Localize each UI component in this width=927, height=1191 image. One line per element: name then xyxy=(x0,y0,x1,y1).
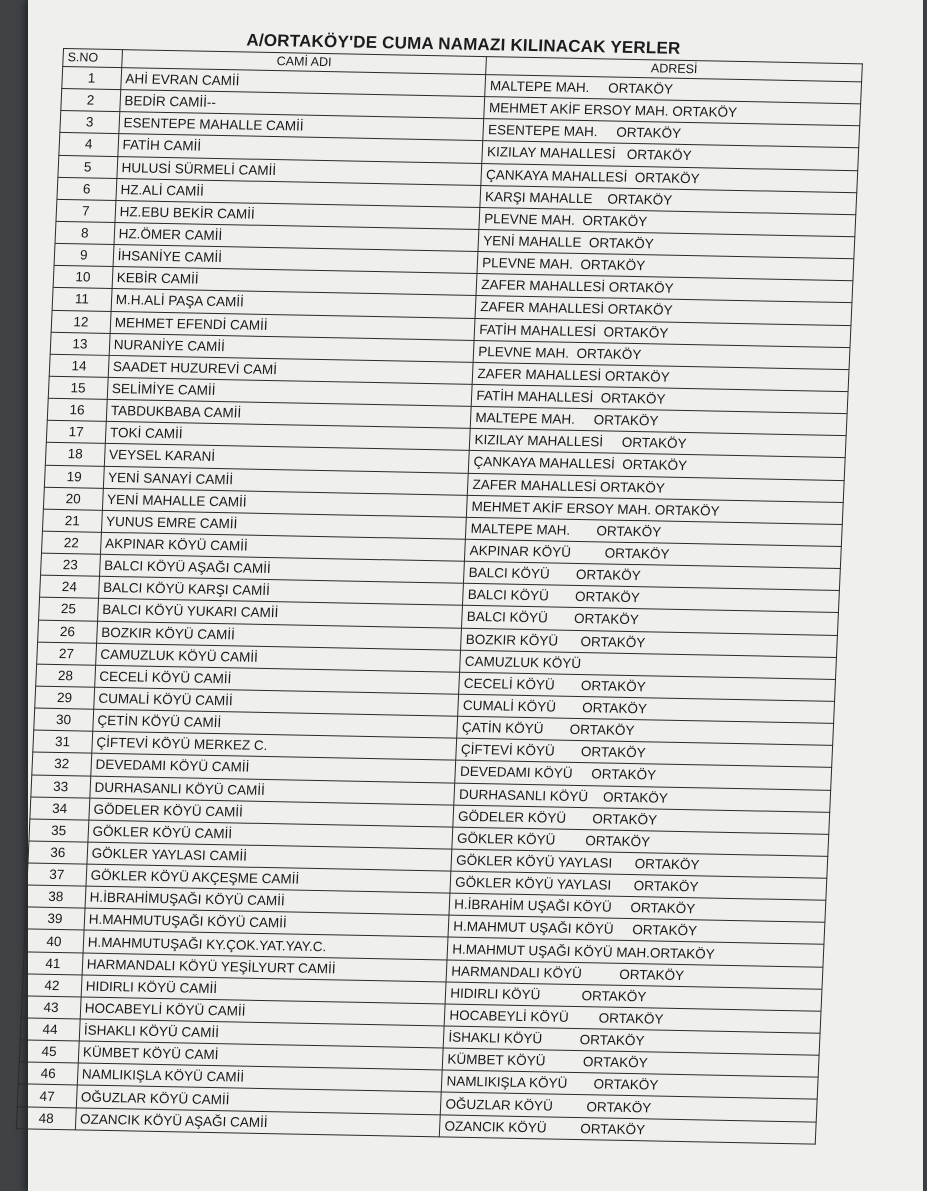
mosque-name: AHİ EVRAN CAMİİ xyxy=(120,68,485,97)
row-number: 11 xyxy=(52,288,112,311)
mosque-name: DURHASANLI KÖYÜ CAMİİ xyxy=(90,776,455,805)
mosque-name: GÖKLER YAYLASI CAMİİ xyxy=(87,842,452,871)
mosque-name: SAADET HUZUREVİ CAMİ xyxy=(108,355,473,384)
row-number: 18 xyxy=(45,443,105,466)
mosque-address: CECELİ KÖYÜ ORTAKÖY xyxy=(459,672,836,701)
mosque-name: NURANİYE CAMİİ xyxy=(109,333,474,362)
mosque-address: KÜMBET KÖYÜ ORTAKÖY xyxy=(442,1048,819,1077)
row-number: 35 xyxy=(29,819,89,842)
mosque-address: H.MAHMUT UŞAĞI KÖYÜ MAH.ORTAKÖY xyxy=(447,938,824,967)
mosque-address: BALCI KÖYÜ ORTAKÖY xyxy=(463,584,840,613)
row-number: 45 xyxy=(19,1040,79,1063)
mosque-name: YENİ MAHALLE CAMİİ xyxy=(102,488,467,517)
mosque-address: DURHASANLI KÖYÜ ORTAKÖY xyxy=(454,783,831,812)
mosque-name: HZ.EBU BEKİR CAMİİ xyxy=(115,200,480,229)
row-number: 26 xyxy=(38,620,98,643)
document-content xyxy=(16,26,864,1144)
mosque-address: PLEVNE MAH. ORTAKÖY xyxy=(473,340,850,369)
header-sno: S.NO xyxy=(63,48,122,67)
mosque-address: ÇANKAYA MAHALLESİ ORTAKÖY xyxy=(481,163,858,192)
mosque-address: HIDIRLI KÖYÜ ORTAKÖY xyxy=(445,982,822,1011)
row-number: 27 xyxy=(37,642,97,665)
row-number: 1 xyxy=(62,66,122,89)
table-body xyxy=(16,66,861,1143)
row-number: 36 xyxy=(28,841,88,864)
mosque-name: M.H.ALİ PAŞA CAMİİ xyxy=(111,289,476,318)
mosque-address: H.İBRAHİM UŞAĞI KÖYÜ ORTAKÖY xyxy=(449,893,826,922)
row-number: 19 xyxy=(44,465,104,488)
row-number: 40 xyxy=(24,929,84,952)
mosque-name: ÇİFTEVİ KÖYÜ MERKEZ C. xyxy=(91,731,456,760)
mosque-address: ZAFER MAHALLESİ ORTAKÖY xyxy=(468,473,845,502)
row-number: 7 xyxy=(56,199,116,222)
mosque-name: HZ.ÖMER CAMİİ xyxy=(114,222,479,251)
mosque-address: MEHMET AKİF ERSOY MAH. ORTAKÖY xyxy=(467,495,844,524)
mosque-name: HOCABEYLİ KÖYÜ CAMİİ xyxy=(80,997,445,1026)
mosque-name: BEDİR CAMİİ-- xyxy=(120,90,485,119)
row-number: 25 xyxy=(39,598,99,621)
mosque-name: BALCI KÖYÜ YUKARI CAMİİ xyxy=(97,599,462,628)
mosque-address: BALCI KÖYÜ ORTAKÖY xyxy=(462,606,839,635)
mosque-name: KÜMBET KÖYÜ CAMİ xyxy=(78,1041,443,1070)
row-number: 3 xyxy=(60,111,120,134)
mosque-name: AKPINAR KÖYÜ CAMİİ xyxy=(100,532,465,561)
mosque-name: GÖDELER KÖYÜ CAMİİ xyxy=(89,798,454,827)
mosque-name: CUMALİ KÖYÜ CAMİİ xyxy=(93,687,458,716)
row-number: 41 xyxy=(23,952,83,975)
mosque-name: GÖKLER KÖYÜ AKÇEŞME CAMİİ xyxy=(86,864,451,893)
mosque-name: NAMLIKIŞLA KÖYÜ CAMİİ xyxy=(77,1063,442,1092)
row-number: 2 xyxy=(61,89,121,112)
row-number: 20 xyxy=(43,487,103,510)
row-number: 4 xyxy=(59,133,119,156)
mosque-name: ESENTEPE MAHALLE CAMİİ xyxy=(119,112,484,141)
row-number: 48 xyxy=(16,1106,76,1129)
row-number: 16 xyxy=(47,398,107,421)
mosque-address: MALTEPE MAH. ORTAKÖY xyxy=(470,407,847,436)
mosque-name: YUNUS EMRE CAMİİ xyxy=(101,510,466,539)
mosque-name: HULUSİ SÜRMELİ CAMİİ xyxy=(117,156,482,185)
mosque-name: H.MAHMUTUŞAĞI KÖYÜ CAMİİ xyxy=(84,908,449,937)
mosque-table xyxy=(16,48,863,1144)
mosque-address: GÖKLER KÖYÜ ORTAKÖY xyxy=(452,827,829,856)
row-number: 13 xyxy=(50,332,110,355)
mosque-address: FATİH MAHALLESİ ORTAKÖY xyxy=(474,318,851,347)
row-number: 34 xyxy=(30,797,90,820)
mosque-address: GÖKLER KÖYÜ YAYLASI ORTAKÖY xyxy=(451,849,828,878)
mosque-name: OĞUZLAR KÖYÜ CAMİİ xyxy=(76,1085,441,1114)
mosque-name: GÖKLER KÖYÜ CAMİİ xyxy=(88,820,453,849)
row-number: 37 xyxy=(27,863,87,886)
row-number: 17 xyxy=(46,421,106,444)
row-number: 14 xyxy=(49,354,109,377)
mosque-address: CUMALİ KÖYÜ ORTAKÖY xyxy=(458,694,835,723)
paper-sheet xyxy=(28,0,923,1191)
mosque-address: PLEVNE MAH. ORTAKÖY xyxy=(477,252,854,281)
mosque-address: KIZILAY MAHALLESİ ORTAKÖY xyxy=(470,429,847,458)
mosque-name: İSHAKLI KÖYÜ CAMİİ xyxy=(79,1019,444,1048)
mosque-name: FATİH CAMİİ xyxy=(118,134,483,163)
mosque-name: CAMUZLUK KÖYÜ CAMİİ xyxy=(95,643,460,672)
row-number: 43 xyxy=(21,996,81,1019)
row-number: 23 xyxy=(41,553,101,576)
row-number: 33 xyxy=(31,775,91,798)
mosque-address: ESENTEPE MAH. ORTAKÖY xyxy=(483,119,860,148)
mosque-name: KEBİR CAMİİ xyxy=(112,267,477,296)
mosque-address: GÖDELER KÖYÜ ORTAKÖY xyxy=(453,805,830,834)
row-number: 22 xyxy=(41,531,101,554)
mosque-name: BALCI KÖYÜ KARŞI CAMİİ xyxy=(98,577,463,606)
mosque-address: BOZKIR KÖYÜ ORTAKÖY xyxy=(461,628,838,657)
mosque-address: ZAFER MAHALLESİ ORTAKÖY xyxy=(472,362,849,391)
mosque-name: SELİMİYE CAMİİ xyxy=(107,377,472,406)
mosque-address: KIZILAY MAHALLESİ ORTAKÖY xyxy=(482,141,859,170)
row-number: 46 xyxy=(18,1062,78,1085)
row-number: 9 xyxy=(54,243,114,266)
row-number: 29 xyxy=(35,686,95,709)
mosque-address: İSHAKLI KÖYÜ ORTAKÖY xyxy=(443,1026,820,1055)
mosque-address: MALTEPE MAH. ORTAKÖY xyxy=(466,517,843,546)
row-number: 28 xyxy=(36,664,96,687)
mosque-name: TOKİ CAMİİ xyxy=(105,422,470,451)
row-number: 30 xyxy=(34,708,94,731)
mosque-address: HOCABEYLİ KÖYÜ ORTAKÖY xyxy=(444,1004,821,1033)
row-number: 44 xyxy=(20,1018,80,1041)
mosque-name: BOZKIR KÖYÜ CAMİİ xyxy=(96,621,461,650)
row-number: 38 xyxy=(26,885,86,908)
row-number: 10 xyxy=(53,266,113,289)
mosque-name: HZ.ALİ CAMİİ xyxy=(116,178,481,207)
row-number: 12 xyxy=(51,310,111,333)
mosque-address: H.MAHMUT UŞAĞI KÖYÜ ORTAKÖY xyxy=(448,915,825,944)
mosque-name: TABDUKBABA CAMİİ xyxy=(106,400,471,429)
mosque-name: H.İBRAHİMUŞAĞI KÖYÜ CAMİİ xyxy=(85,886,450,915)
row-number: 32 xyxy=(32,752,92,775)
mosque-name: DEVEDAMI KÖYÜ CAMİİ xyxy=(91,754,456,783)
mosque-name: HARMANDALI KÖYÜ YEŞİLYURT CAMİİ xyxy=(82,953,447,982)
mosque-address: DEVEDAMI KÖYÜ ORTAKÖY xyxy=(455,761,832,790)
mosque-address: ZAFER MAHALLESİ ORTAKÖY xyxy=(475,296,852,325)
row-number: 21 xyxy=(42,509,102,532)
row-number: 24 xyxy=(40,575,100,598)
row-number: 39 xyxy=(25,907,85,930)
mosque-address: ÇİFTEVİ KÖYÜ ORTAKÖY xyxy=(456,738,833,767)
row-number: 5 xyxy=(58,155,118,178)
mosque-address: ÇATİN KÖYÜ ORTAKÖY xyxy=(457,716,834,745)
row-number: 15 xyxy=(48,376,108,399)
mosque-address: FATİH MAHALLESİ ORTAKÖY xyxy=(471,384,848,413)
mosque-name: HIDIRLI KÖYÜ CAMİİ xyxy=(81,975,446,1004)
mosque-address: GÖKLER KÖYÜ YAYLASI ORTAKÖY xyxy=(450,871,827,900)
header-mosque-name: CAMİ ADI xyxy=(121,50,486,75)
mosque-address: YENİ MAHALLE ORTAKÖY xyxy=(478,229,855,258)
mosque-address: CAMUZLUK KÖYÜ xyxy=(460,650,837,679)
mosque-name: CECELİ KÖYÜ CAMİİ xyxy=(94,665,459,694)
mosque-address: ÇANKAYA MAHALLESİ ORTAKÖY xyxy=(469,451,846,480)
mosque-address: KARŞI MAHALLE ORTAKÖY xyxy=(480,185,857,214)
row-number: 8 xyxy=(55,221,115,244)
mosque-name: MEHMET EFENDİ CAMİİ xyxy=(110,311,475,340)
mosque-address: AKPINAR KÖYÜ ORTAKÖY xyxy=(465,539,842,568)
row-number: 6 xyxy=(57,177,117,200)
mosque-name: H.MAHMUTUŞAĞI KY.ÇOK.YAT.YAY.C. xyxy=(83,931,448,960)
mosque-name: VEYSEL KARANİ xyxy=(104,444,469,473)
mosque-address: MEHMET AKİF ERSOY MAH. ORTAKÖY xyxy=(484,97,861,126)
row-number: 47 xyxy=(17,1084,77,1107)
mosque-address: BALCI KÖYÜ ORTAKÖY xyxy=(464,561,841,590)
mosque-address: MALTEPE MAH. ORTAKÖY xyxy=(485,75,862,104)
mosque-address: PLEVNE MAH. ORTAKÖY xyxy=(479,207,856,236)
row-number: 42 xyxy=(22,974,82,997)
mosque-name: ÇETİN KÖYÜ CAMİİ xyxy=(92,709,457,738)
row-number: 31 xyxy=(33,730,93,753)
mosque-address: NAMLIKIŞLA KÖYÜ ORTAKÖY xyxy=(442,1070,819,1099)
mosque-address: OZANCIK KÖYÜ ORTAKÖY xyxy=(440,1115,817,1144)
mosque-name: BALCI KÖYÜ AŞAĞI CAMİİ xyxy=(99,554,464,583)
mosque-name: İHSANİYE CAMİİ xyxy=(113,245,478,274)
mosque-address: HARMANDALI KÖYÜ ORTAKÖY xyxy=(446,960,823,989)
mosque-name: OZANCIK KÖYÜ AŞAĞI CAMİİ xyxy=(75,1108,440,1137)
mosque-name: YENİ SANAYİ CAMİİ xyxy=(103,466,468,495)
header-address: ADRESİ xyxy=(486,57,862,82)
document-title: A/ORTAKÖY'DE CUMA NAMAZI KILINACAK YERLER xyxy=(246,30,681,58)
mosque-address: ZAFER MAHALLESİ ORTAKÖY xyxy=(476,274,853,303)
mosque-address: OĞUZLAR KÖYÜ ORTAKÖY xyxy=(441,1092,818,1121)
